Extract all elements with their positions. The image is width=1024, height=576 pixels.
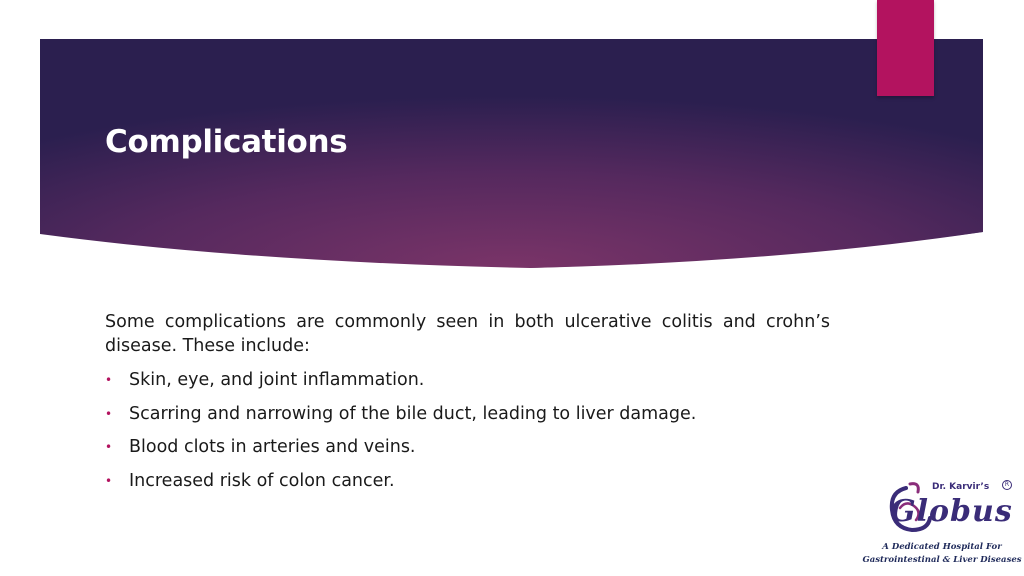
bullet-text: Increased risk of colon cancer.	[129, 470, 395, 491]
list-item	[105, 402, 830, 436]
list-item	[105, 469, 830, 503]
registered-mark: R	[1002, 480, 1012, 490]
bullet-list	[105, 368, 830, 502]
logo-brand-name: Globus	[890, 494, 1013, 529]
logo-tagline-1: A Dedicated Hospital For	[882, 542, 1002, 552]
slide-title: Complications	[105, 124, 348, 160]
bullet-icon: •	[105, 440, 113, 454]
bullet-icon: •	[105, 406, 113, 421]
bullet-icon: •	[105, 473, 113, 488]
logo-top-text: Dr. Karvir’s	[932, 482, 990, 492]
bullet-icon: •	[105, 373, 113, 387]
list-item	[105, 435, 830, 469]
intro-text: Some complications are commonly seen in both ulcerative colitis and crohn’s disease. These include:	[105, 312, 830, 356]
list-item	[105, 368, 830, 402]
bullet-text: Scarring and narrowing of the bile duct, leading to liver damage.	[129, 403, 697, 424]
slide-content	[105, 310, 830, 502]
accent-tab	[877, 0, 934, 96]
bullet-text: Blood clots in arteries and veins.	[129, 437, 416, 457]
bullet-text: Skin, eye, and joint inflammation.	[129, 370, 425, 390]
logo-tagline-2: Gastrointestinal & Liver Diseases	[862, 555, 1022, 565]
hospital-logo	[862, 478, 1022, 574]
